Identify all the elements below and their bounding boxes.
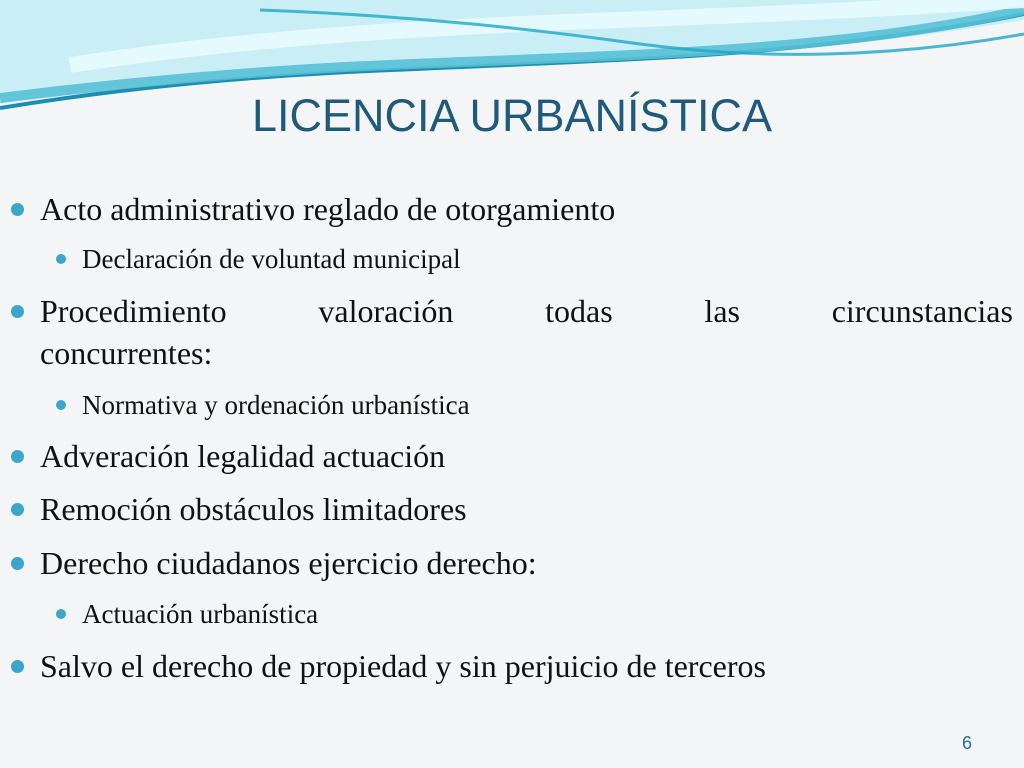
bullet-item xyxy=(40,488,467,530)
sub-bullet-item xyxy=(82,387,470,423)
sub-bullet-text: Declaración de voluntad municipal xyxy=(82,244,461,274)
sub-bullet-item xyxy=(82,241,461,277)
bullet-dot-icon xyxy=(11,450,24,463)
sub-bullet-text: Actuación urbanística xyxy=(82,599,319,629)
bullet-item xyxy=(40,435,445,477)
sub-bullet-dot-icon xyxy=(56,609,66,619)
bullet-dot-icon xyxy=(11,660,24,673)
sub-bullet-dot-icon xyxy=(56,254,66,264)
bullet-text: Salvo el derecho de propiedad y sin perjuicio de terceros xyxy=(40,648,766,684)
justified-word: todas xyxy=(545,293,613,329)
bullet-text: Acto administrativo reglado de otorgamiento xyxy=(40,191,616,227)
bullet-text: Adveración legalidad actuación xyxy=(40,438,446,474)
justified-word: valoración xyxy=(318,293,454,329)
bullet-dot-icon xyxy=(11,557,24,570)
bullet-item xyxy=(40,188,615,230)
page-number: 6 xyxy=(961,733,972,753)
bullet-dot-icon xyxy=(11,203,24,216)
bullet-dot-icon xyxy=(11,503,24,516)
bullet-dot-icon xyxy=(11,305,24,318)
continued-line: concurrentes: xyxy=(40,335,213,371)
sub-bullet-text: Normativa y ordenación urbanística xyxy=(82,390,470,420)
bullet-item xyxy=(40,645,766,687)
bullet-text: Remoción obstáculos limitadores xyxy=(40,491,467,527)
sub-bullet-item xyxy=(82,596,318,632)
bullet-text: Derecho ciudadanos ejercicio derecho: xyxy=(40,545,537,581)
justified-word: Procedimiento xyxy=(40,293,227,329)
sub-bullet-dot-icon xyxy=(56,400,66,410)
justified-word: circunstancias xyxy=(831,293,1013,329)
justified-word: las xyxy=(704,293,740,329)
bullet-item xyxy=(40,542,537,584)
slide-title: LICENCIA URBANÍSTICA xyxy=(251,90,773,141)
bullet-item-justified xyxy=(40,290,1013,374)
justified-line xyxy=(40,290,1013,332)
